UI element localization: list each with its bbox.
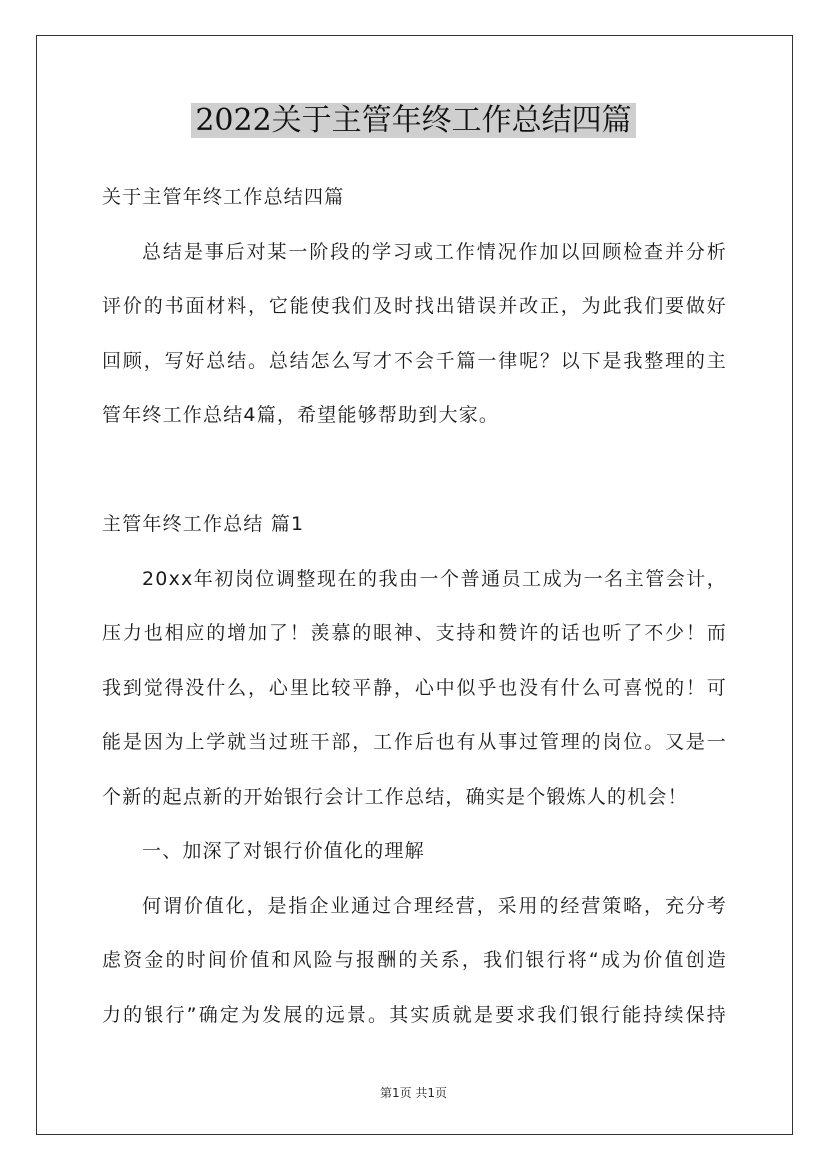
paragraph-line: 评价的书面材料，它能使我们及时找出错误并改正，为此我们要做好 [102,295,727,317]
paragraph-line: 何谓价值化，是指企业通过合理经营，采用的经营策略，充分考 [142,894,727,917]
document-body [102,170,727,1042]
document-subtitle: 关于主管年终工作总结四篇 [102,186,345,208]
paragraph-line: 我到觉得没什么，心里比较平静，心中似乎也没有什么可喜悦的！可 [102,676,727,699]
paragraph-line: 总结是事后对某一阶段的学习或工作情况作加以回顾检查并分析 [142,240,727,263]
section1-paragraph-2 [102,879,727,1043]
paragraph-line: 虑资金的时间价值和风险与报酬的关系，我们银行将“成为价值创造 [102,949,727,971]
page-footer: 第1页 共1页 [379,1086,448,1100]
paragraph-gap [102,443,727,498]
section-heading: 主管年终工作总结 篇1 [102,513,305,535]
paragraph-line: 个新的起点新的开始银行会计工作总结，确实是个锻炼人的机会！ [102,785,688,808]
document-title-text: 2022关于主管年终工作总结四篇 [191,103,635,138]
subheading: 一、加深了对银行价值化的理解 [142,840,425,862]
paragraph-line: 力的银行”确定为发展的远景。其实质就是要求我们银行能持续保持 [102,1003,727,1026]
section1-paragraph [102,552,727,825]
paragraph-line: 20xx年初岗位调整现在的我由一个普通员工成为一名主管会计， [142,567,727,590]
document-title [0,100,827,142]
paragraph-line: 管年终工作总结4篇，希望能够帮助到大家。 [102,404,500,426]
intro-paragraph [102,225,727,443]
paragraph-line: 能是因为上学就当过班干部，工作后也有从事过管理的岗位。又是一 [102,731,727,753]
paragraph-line: 回顾，写好总结。总结怎么写才不会千篇一律呢？以下是我整理的主 [102,349,727,372]
paragraph-line: 压力也相应的增加了！羡慕的眼神、支持和赞许的话也听了不少！而 [102,622,727,644]
